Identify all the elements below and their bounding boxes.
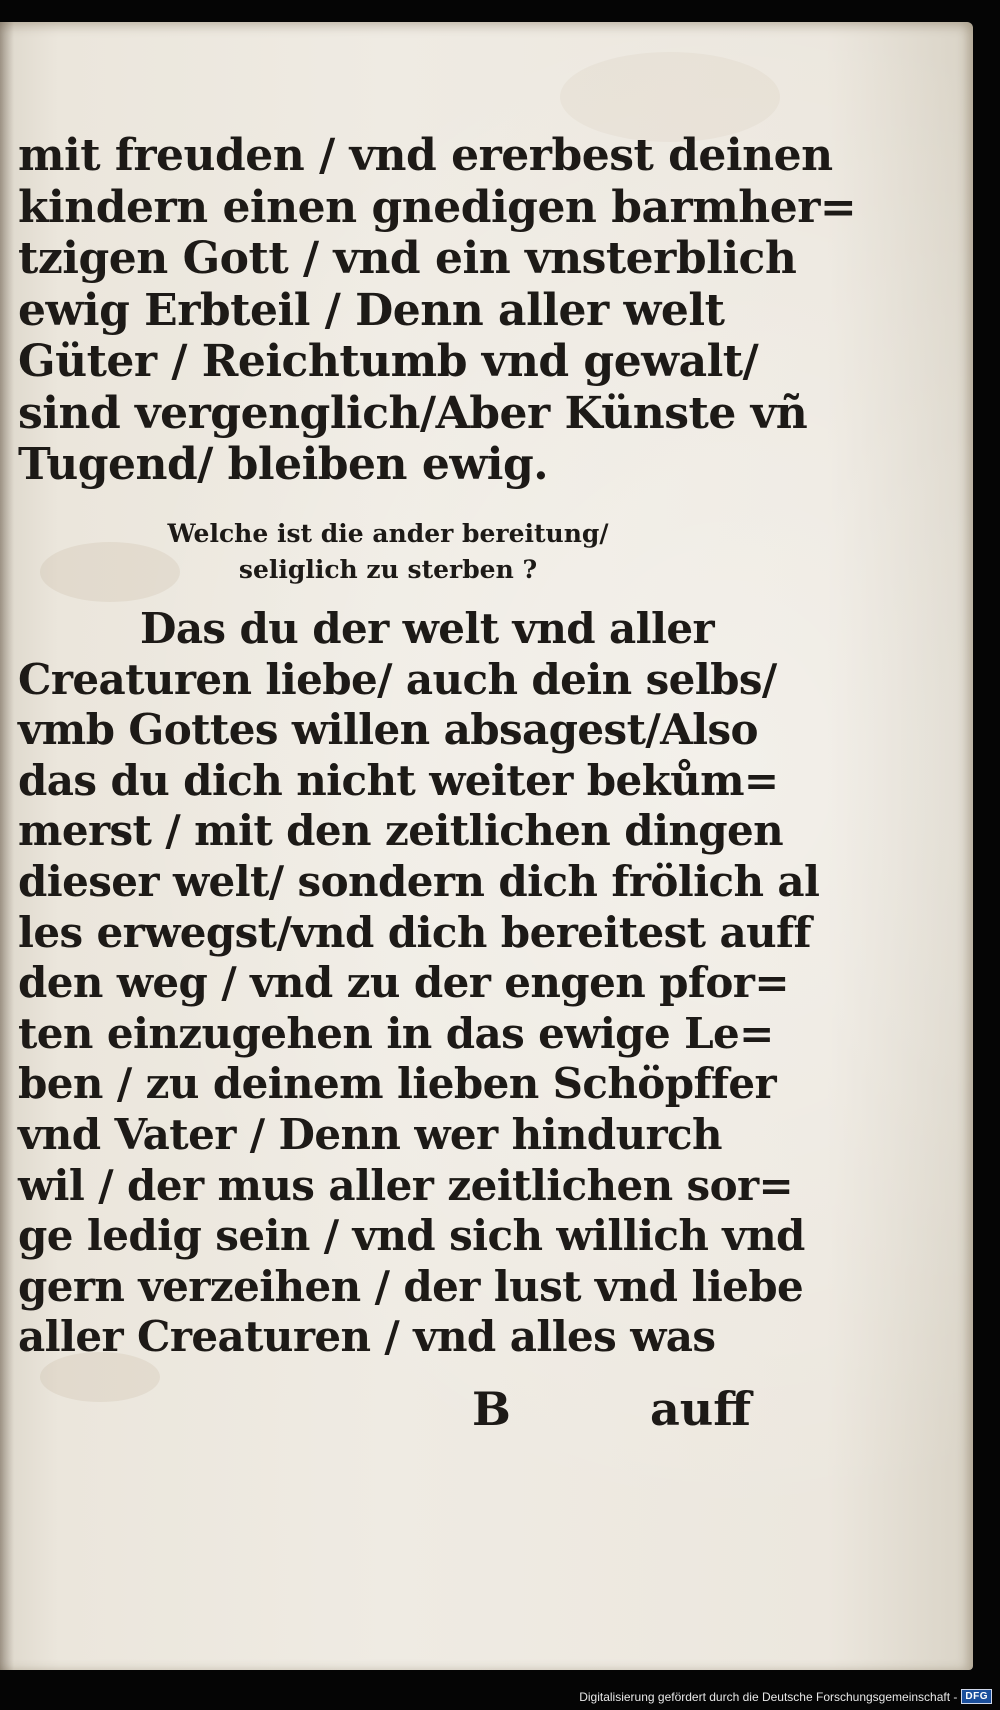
dfg-logo-icon: DFG <box>961 1689 992 1704</box>
body-paragraph-1 <box>18 130 857 491</box>
text-line: Das du der welt vnd aller <box>140 604 715 653</box>
text-line: gern verzeihen / der lust vnd liebe <box>18 1261 804 1311</box>
text-line: Tugend/ bleiben ewig. <box>18 439 549 490</box>
text-line: vnd Vater / Denn wer hindurch <box>18 1109 722 1159</box>
text-line: ge ledig sein / vnd sich willich vnd <box>18 1211 805 1261</box>
text-line: aller Creaturen / vnd alles was <box>18 1312 716 1362</box>
text-line: das du dich nicht weiter bekům= <box>18 755 779 805</box>
heading-line: Welche ist die ander bereitung/ <box>167 519 609 548</box>
text-line: ten einzugehen in das ewige Le= <box>18 1008 774 1058</box>
text-line: vmb Gottes willen absagest/Also <box>18 705 758 755</box>
text-line: les erwegst/vnd dich bereitest auff <box>18 907 811 957</box>
text-line: kindern einen gnedigen barmher= <box>18 181 857 233</box>
text-line: Creaturen liebe/ auch dein selbs/ <box>18 654 777 704</box>
book-page <box>0 22 973 1670</box>
text-line: ben / zu deinem lieben Schöpffer <box>18 1059 777 1109</box>
section-heading <box>128 516 648 588</box>
text-line: ewig Erbteil / Denn aller welt <box>18 284 725 336</box>
text-line: den weg / vnd zu der engen pfor= <box>18 958 789 1008</box>
credit-text: Digitalisierung gefördert durch die Deutsche Forschungsgemeinschaft - <box>579 1689 958 1704</box>
catchword: auff <box>650 1382 752 1436</box>
text-line: dieser welt/ sondern dich frölich al <box>18 856 820 906</box>
body-paragraph-2 <box>18 604 820 1363</box>
text-line: wil / der mus aller zeitlichen sor= <box>18 1160 794 1210</box>
text-line: sind vergenglich/Aber Künste vñ <box>18 387 808 439</box>
paper-stain <box>560 52 780 142</box>
signature-mark: B <box>472 1382 511 1436</box>
text-line: tzigen Gott / vnd ein vnsterblich <box>18 233 797 284</box>
text-line: Güter / Reichtumb vnd gewalt/ <box>18 336 759 387</box>
heading-line: seliglich zu sterben ? <box>238 555 538 584</box>
text-line: merst / mit den zeitlichen dingen <box>18 806 784 856</box>
digitization-credit <box>579 1689 992 1704</box>
text-line: mit freuden / vnd ererbest deinen <box>18 130 833 181</box>
